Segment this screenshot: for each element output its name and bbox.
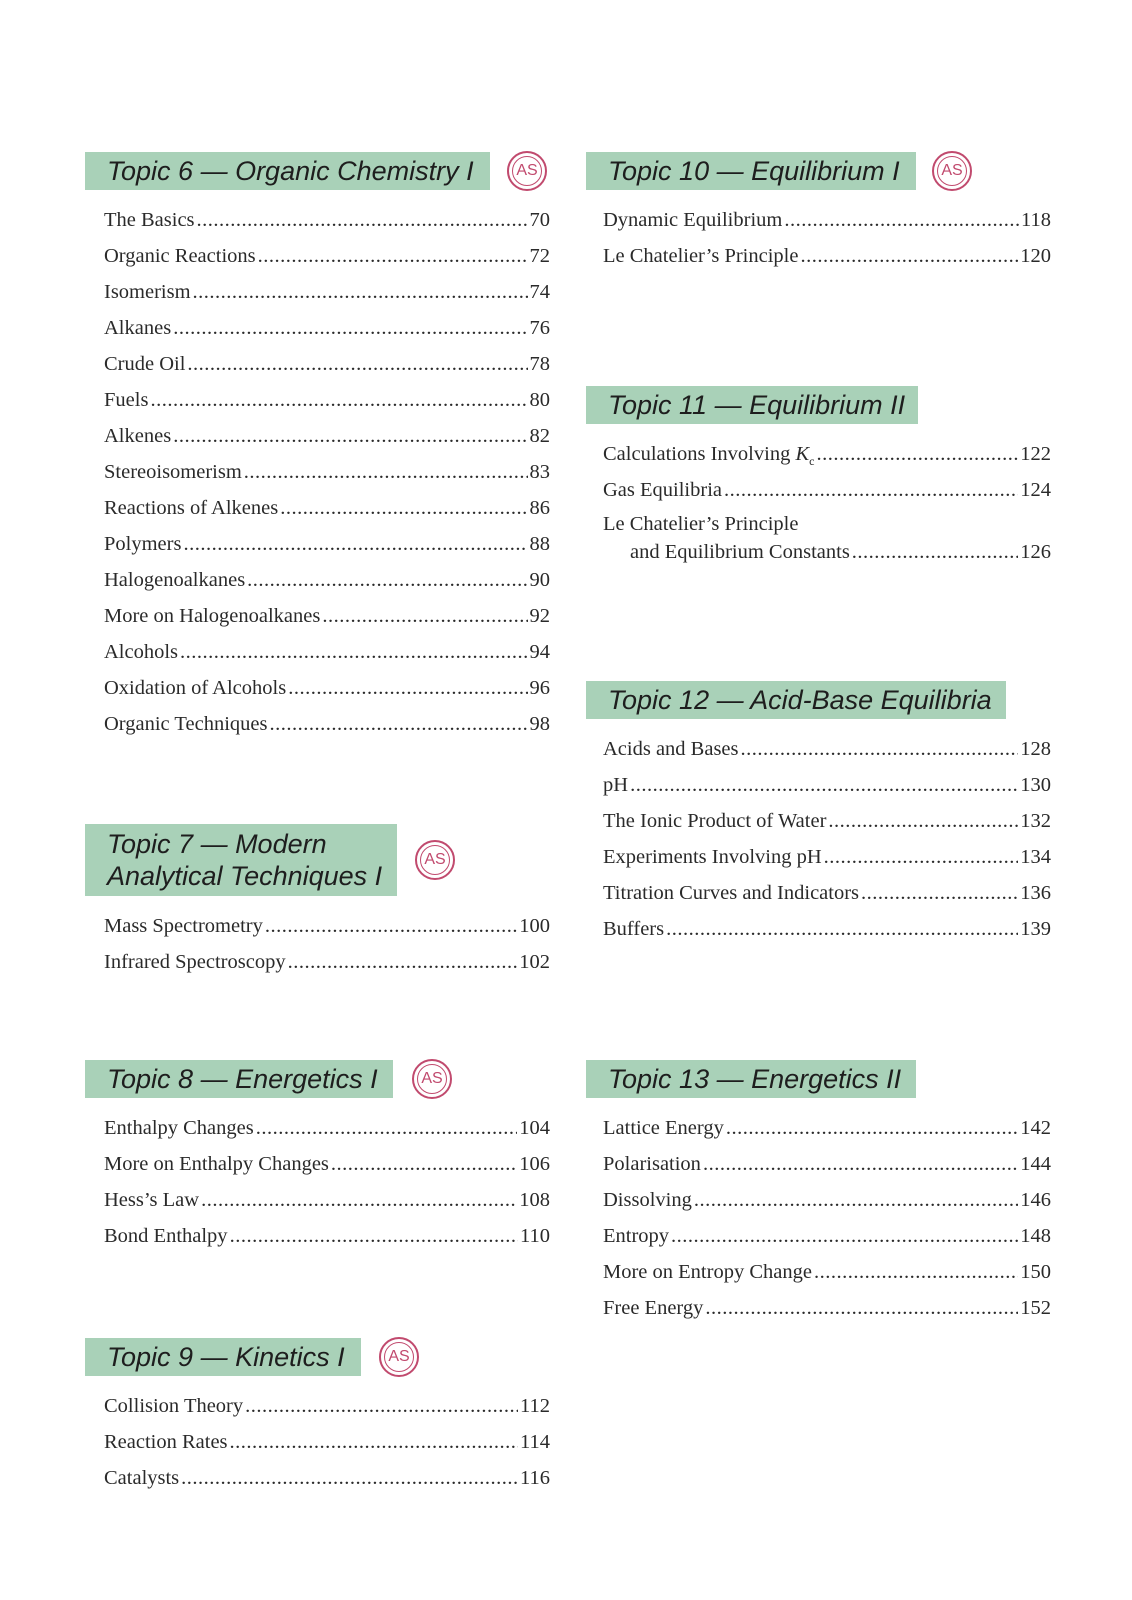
topic-header-line: Analytical Techniques I [107,861,383,891]
toc-entry[interactable]: Acids and Bases ..... 128 [586,731,1051,767]
toc-entries [85,202,550,742]
toc-entry[interactable]: Free Energy ..... 152 [586,1290,1051,1326]
topic-9-section [85,1338,550,1496]
toc-entry[interactable]: Reaction Rates ..... 114 [85,1424,550,1460]
topic-13-section [586,1060,1051,1326]
toc-entry[interactable]: Hess’s Law ..... 108 [85,1182,550,1218]
toc-entry[interactable]: Gas Equilibria ..... 124 [586,472,1051,508]
topic-7-section [85,824,550,980]
toc-entry[interactable]: Polarisation ..... 144 [586,1146,1051,1182]
toc-entry[interactable]: Enthalpy Changes ..... 104 [85,1110,550,1146]
topic-header: Topic 11 — Equilibrium II [586,386,918,424]
toc-entry[interactable]: Oxidation of Alcohols ..... 96 [85,670,550,706]
toc-entry[interactable]: More on Halogenoalkanes ..... 92 [85,598,550,634]
toc-entries [85,908,550,980]
toc-entry[interactable]: The Ionic Product of Water ..... 132 [586,803,1051,839]
as-badge-icon: AS [412,1059,452,1099]
topic-header: Topic 6 — Organic Chemistry I [85,152,490,190]
toc-entry[interactable]: Calculations Involving $K_c$ ..... 122 [586,436,1051,472]
toc-entries [586,731,1051,947]
toc-entry[interactable]: Entropy ..... 148 [586,1218,1051,1254]
toc-entry[interactable]: Stereoisomerism ..... 83 [85,454,550,490]
toc-entry[interactable]: Organic Techniques ..... 98 [85,706,550,742]
toc-entry[interactable]: More on Enthalpy Changes ..... 106 [85,1146,550,1182]
toc-entries [586,1110,1051,1326]
topic-10-section [586,152,1051,274]
as-badge-icon: AS [415,840,455,880]
toc-entry[interactable]: Bond Enthalpy ..... 110 [85,1218,550,1254]
toc-entry[interactable]: Experiments Involving pH ..... 134 [586,839,1051,875]
as-badge-icon: AS [507,151,547,191]
topic-header: Topic 12 — Acid-Base Equilibria [586,681,1006,719]
toc-entry[interactable]: Halogenoalkanes ..... 90 [85,562,550,598]
topic-header: Topic 13 — Energetics II [586,1060,916,1098]
as-badge-icon: AS [932,151,972,191]
toc-entry[interactable]: Titration Curves and Indicators ..... 136 [586,875,1051,911]
toc-entry[interactable]: Crude Oil ..... 78 [85,346,550,382]
toc-entry[interactable]: Polymers ..... 88 [85,526,550,562]
toc-entry[interactable]: More on Entropy Change ..... 150 [586,1254,1051,1290]
topic-header: Topic 8 — Energetics I [85,1060,393,1098]
topic-11-section [586,386,1051,567]
toc-entry[interactable]: Buffers ..... 139 [586,911,1051,947]
toc-entry[interactable]: Collision Theory ..... 112 [85,1388,550,1424]
topic-header: Topic 9 — Kinetics I [85,1338,361,1376]
toc-entries [586,202,1051,274]
toc-entry[interactable]: Infrared Spectroscopy ..... 102 [85,944,550,980]
toc-entry[interactable]: Dissolving ..... 146 [586,1182,1051,1218]
toc-entry[interactable]: Alkenes ..... 82 [85,418,550,454]
topic-header [85,824,397,896]
toc-entry[interactable]: Reactions of Alkenes ..... 86 [85,490,550,526]
as-badge-icon: AS [379,1337,419,1377]
topic-12-section [586,681,1051,947]
toc-entry[interactable]: The Basics ..... 70 [85,202,550,238]
toc-entry[interactable]: Fuels ..... 80 [85,382,550,418]
toc-entry[interactable]: Alkanes ..... 76 [85,310,550,346]
topic-8-section [85,1060,550,1254]
toc-entry[interactable]: Organic Reactions ..... 72 [85,238,550,274]
toc-entries [586,436,1051,567]
toc-entry[interactable]: Catalysts ..... 116 [85,1460,550,1496]
topic-header-line: Topic 7 — Modern [107,829,327,859]
toc-entry[interactable]: Le Chatelier’s Principle and Equilibrium Constants ..... 126 [586,512,1051,567]
toc-entry[interactable]: Alcohols ..... 94 [85,634,550,670]
toc-entries [85,1388,550,1496]
toc-entry[interactable]: Le Chatelier’s Principle ..... 120 [586,238,1051,274]
toc-entry[interactable]: Dynamic Equilibrium ..... 118 [586,202,1051,238]
toc-entry[interactable]: Isomerism ..... 74 [85,274,550,310]
toc-entry[interactable]: Mass Spectrometry ..... 100 [85,908,550,944]
toc-entries [85,1110,550,1254]
topic-header: Topic 10 — Equilibrium I [586,152,916,190]
topic-6-section [85,152,550,742]
toc-entry[interactable]: pH ..... 130 [586,767,1051,803]
toc-entry[interactable]: Lattice Energy ..... 142 [586,1110,1051,1146]
